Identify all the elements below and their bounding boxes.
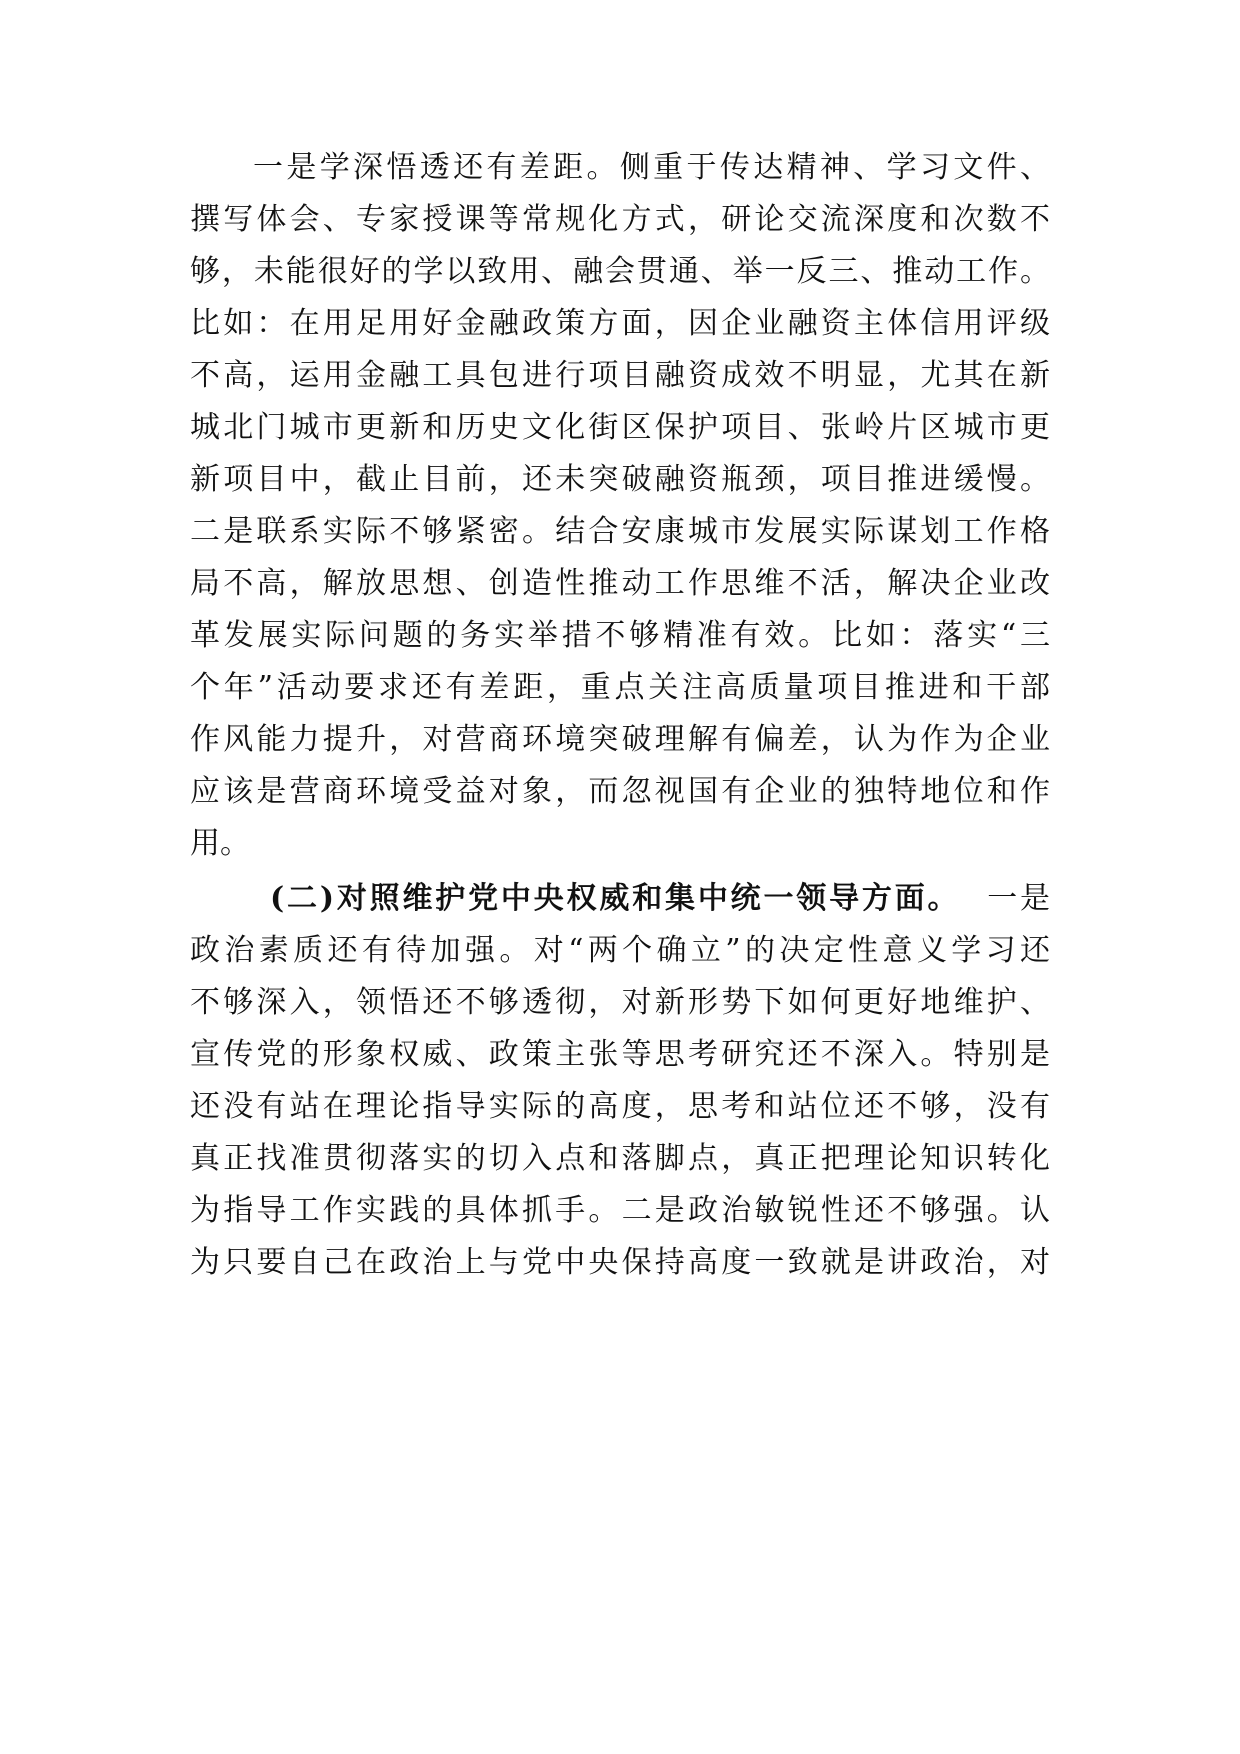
text-line: 真正找准贯彻落实的切入点和落脚点，真正把理论知识转化 [190, 1141, 1050, 1176]
text-line: 新项目中，截止目前，还未突破融资瓶颈，项目推进缓慢。 [190, 462, 1050, 497]
text-line: 应该是营商环境受益对象，而忽视国有企业的独特地位和作 [190, 774, 1050, 809]
text-line: 用。 [190, 826, 250, 861]
text-line: 政治素质还有待加强。对“两个确立”的决定性意义学习还 [190, 933, 1050, 968]
text-line: 一是学深悟透还有差距。侧重于传达精神、学习文件、 [253, 150, 1050, 185]
section-heading-line [270, 879, 1050, 919]
text-line: 撰写体会、专家授课等常规化方式，研论交流深度和次数不 [190, 202, 1050, 237]
heading-tail-text: 一是 [984, 881, 1051, 916]
text-line: 不够深入，领悟还不够透彻，对新形势下如何更好地维护、 [190, 985, 1050, 1020]
text-line: 不高，运用金融工具包进行项目融资成效不明显，尤其在新 [190, 358, 1050, 393]
text-line: 比如：在用足用好金融政策方面，因企业融资主体信用评级 [190, 306, 1050, 341]
text-line: 还没有站在理论指导实际的高度，思考和站位还不够，没有 [190, 1089, 1050, 1124]
text-line: 城北门城市更新和历史文化街区保护项目、张岭片区城市更 [190, 410, 1050, 445]
text-line: 为指导工作实践的具体抓手。二是政治敏锐性还不够强。认 [190, 1193, 1050, 1228]
section-heading: (二)对照维护党中央权威和集中统一领导方面。 [270, 881, 961, 916]
text-line: 够，未能很好的学以致用、融会贯通、举一反三、推动工作。 [190, 254, 1050, 289]
text-line: 个年”活动要求还有差距，重点关注高质量项目推进和干部 [190, 670, 1050, 705]
text-line: 二是联系实际不够紧密。结合安康城市发展实际谋划工作格 [190, 514, 1050, 549]
text-line: 革发展实际问题的务实举措不够精准有效。比如：落实“三 [190, 618, 1050, 653]
text-line: 为只要自己在政治上与党中央保持高度一致就是讲政治，对 [190, 1245, 1050, 1280]
text-line: 局不高，解放思想、创造性推动工作思维不活，解决企业改 [190, 566, 1050, 601]
text-line: 宣传党的形象权威、政策主张等思考研究还不深入。特别是 [190, 1037, 1050, 1072]
text-line: 作风能力提升，对营商环境突破理解有偏差，认为作为企业 [190, 722, 1050, 757]
